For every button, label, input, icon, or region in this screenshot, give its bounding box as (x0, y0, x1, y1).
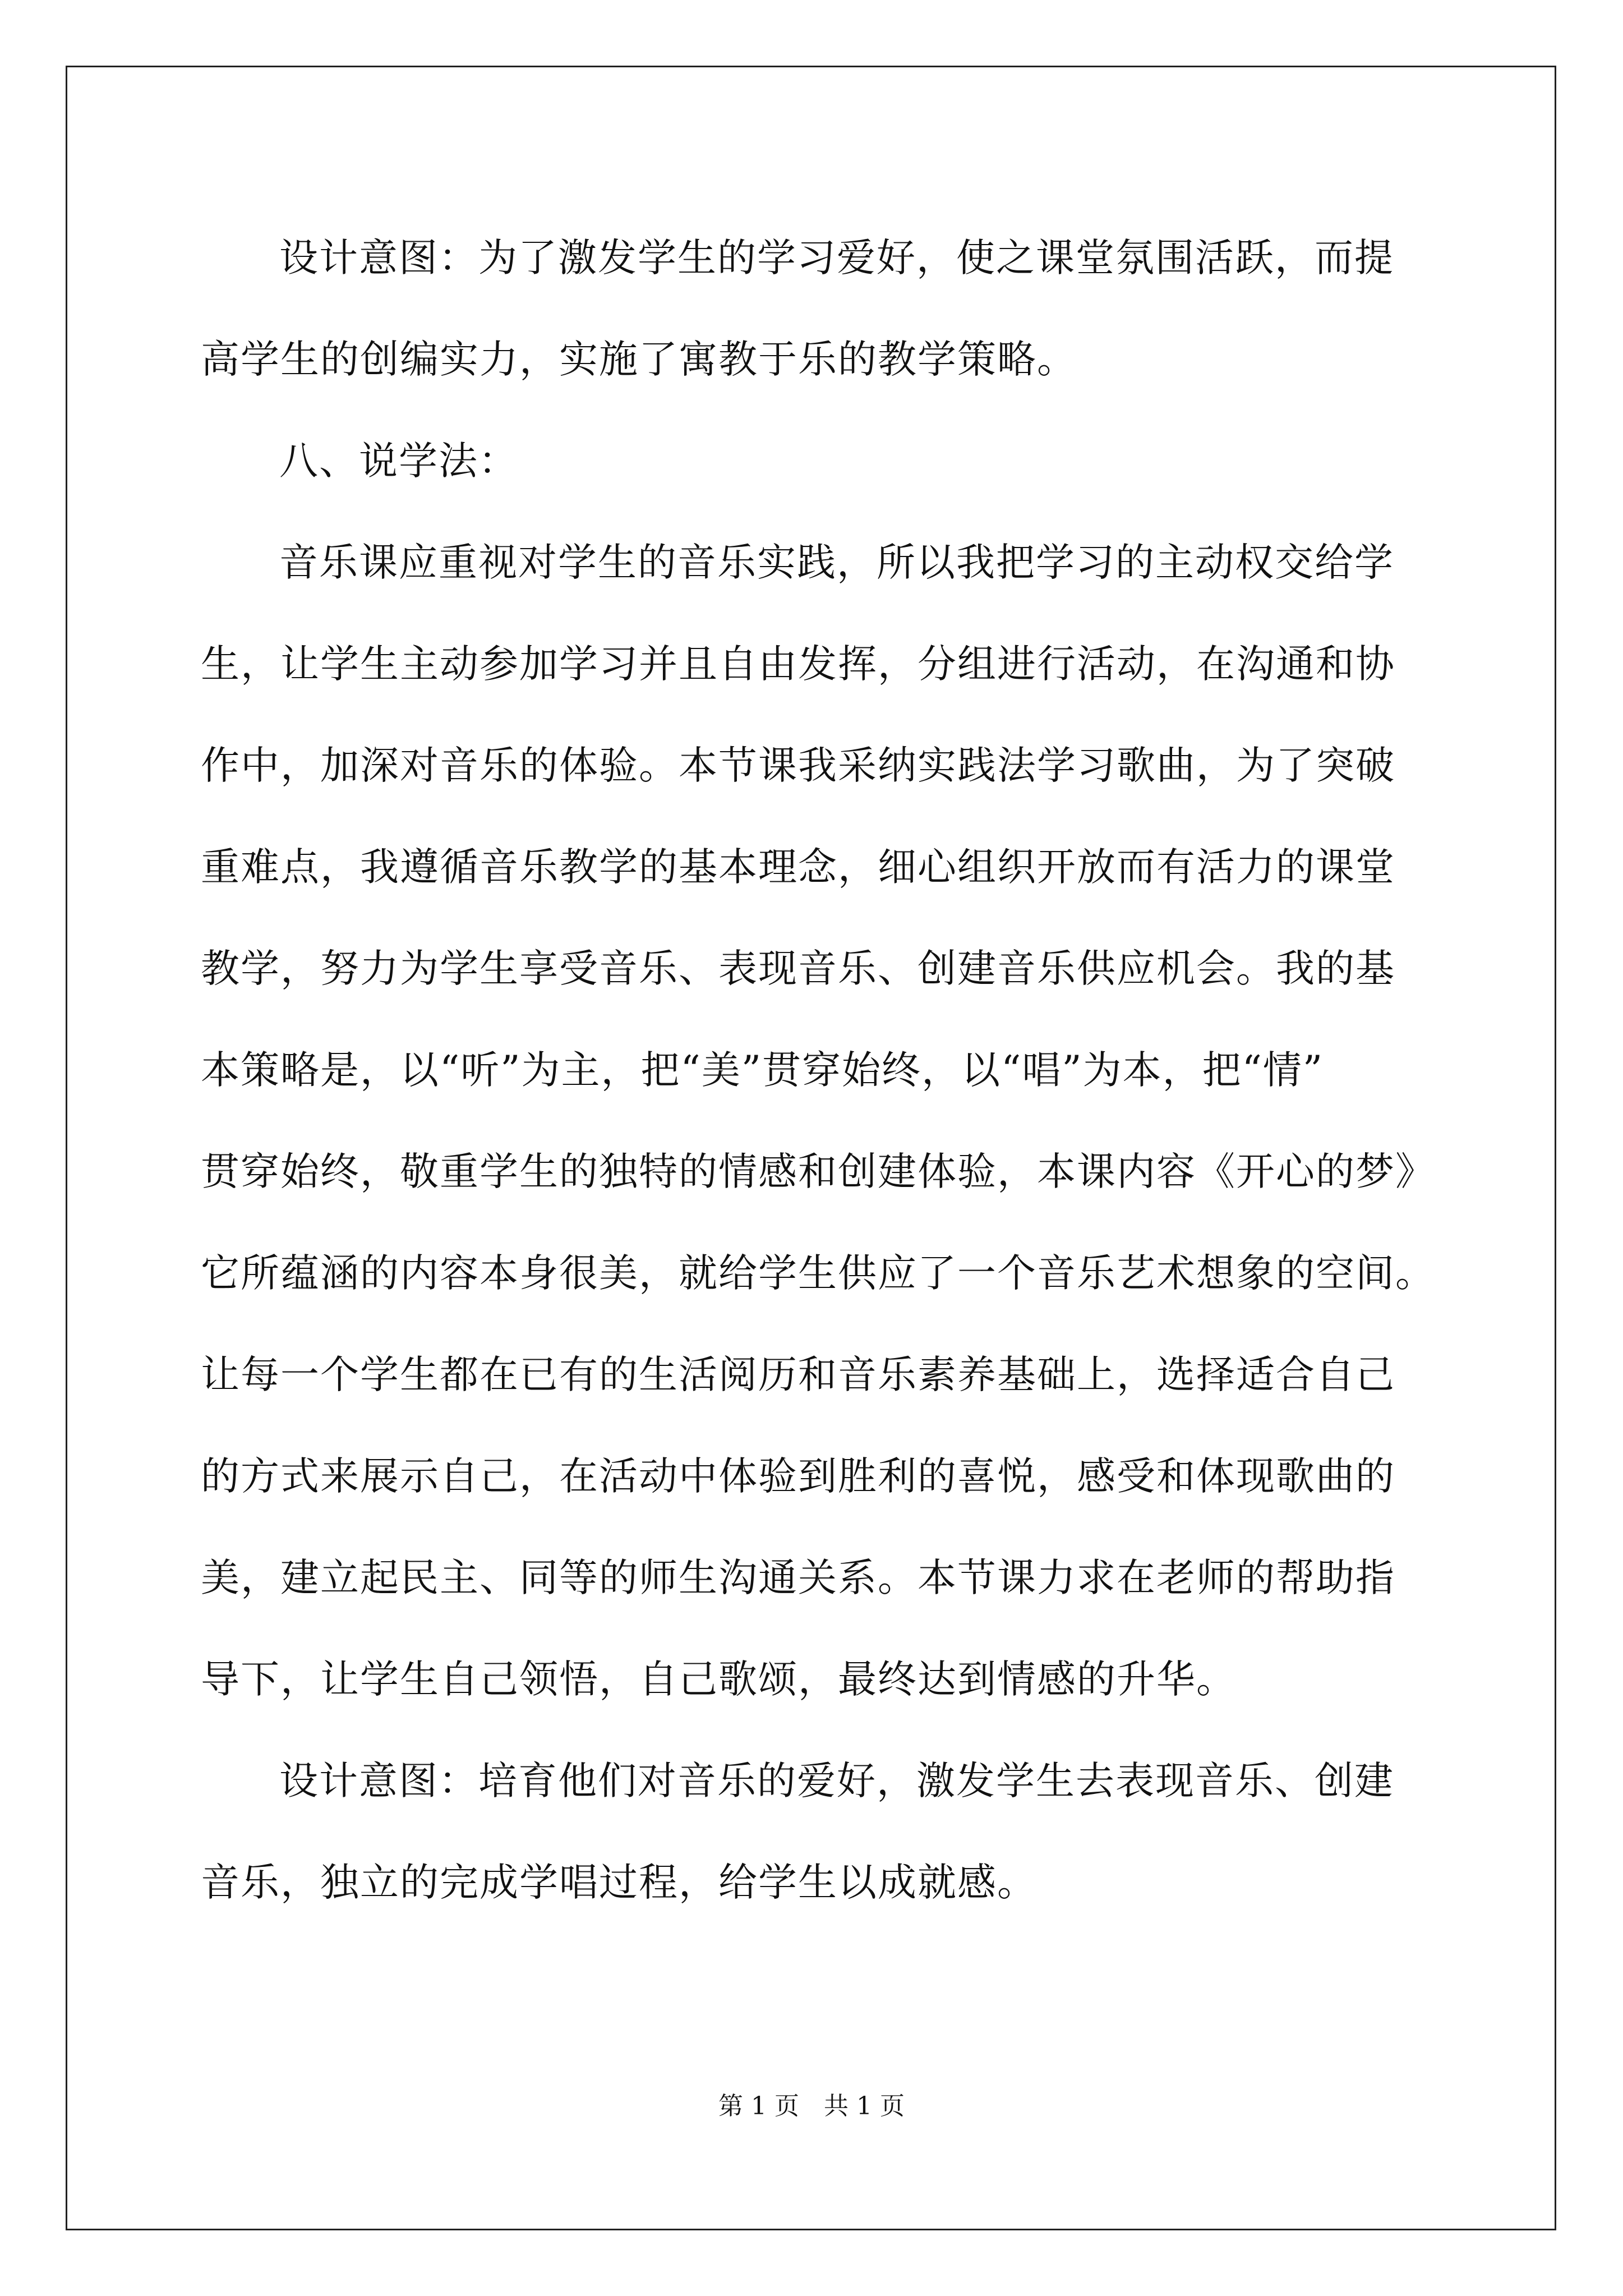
section-heading-learning-method (201, 411, 1423, 512)
paragraph-learning-method (201, 512, 1435, 1731)
text-line: 美，建立起民主、同等的师生沟通关系。本节课力求在老师的帮助指 (201, 1556, 1395, 1600)
text-line: 作中，加深对音乐的体验。本节课我采纳实践法学习歌曲，为了突破 (201, 743, 1395, 788)
text-line: 教学，努力为学生享受音乐、表现音乐、创建音乐供应机会。我的基 (201, 946, 1395, 991)
text-line: 本策略是，以“听”为主，把“美”贯穿始终，以“唱”为本，把“情” (201, 1048, 1324, 1093)
paragraph-design-intent-1 (201, 208, 1423, 411)
text-line: 重难点，我遵循音乐教学的基本理念，细心组织开放而有活力的课堂 (201, 845, 1395, 890)
text-line: 生，让学生主动参加学习并且自由发挥，分组进行活动，在沟通和协 (201, 642, 1395, 687)
page-footer: 第 1 页 共 1 页 (718, 2092, 905, 2120)
paragraph-design-intent-2 (201, 1731, 1423, 1934)
text-line: 贯穿始终，敬重学生的独特的情感和创建体验，本课内容《开心的梦》 (201, 1149, 1435, 1194)
text-line: 音乐课应重视对学生的音乐实践，所以我把学习的主动权交给学 (279, 540, 1394, 585)
text-line: 它所蕴涵的内容本身很美，就给学生供应了一个音乐艺术想象的空间。 (201, 1251, 1435, 1296)
text-line: 音乐，独立的完成学唱过程，给学生以成就感。 (201, 1860, 1037, 1905)
text-line: 的方式来展示自己，在活动中体验到胜利的喜悦，感受和体现歌曲的 (201, 1454, 1395, 1499)
heading-text: 八、说学法： (279, 439, 518, 484)
document-body (201, 208, 1435, 1934)
text-line: 高学生的创编实力，实施了寓教于乐的教学策略。 (201, 337, 1077, 382)
text-line: 设计意图：培育他们对音乐的爱好，激发学生去表现音乐、创建 (279, 1759, 1394, 1803)
text-line: 导下，让学生自己领悟，自己歌颂，最终达到情感的升华。 (201, 1657, 1236, 1702)
text-line: 让每一个学生都在已有的生活阅历和音乐素养基础上，选择适合自己 (201, 1352, 1395, 1397)
text-line: 设计意图：为了激发学生的学习爱好，使之课堂氛围活跃，而提 (279, 236, 1394, 280)
